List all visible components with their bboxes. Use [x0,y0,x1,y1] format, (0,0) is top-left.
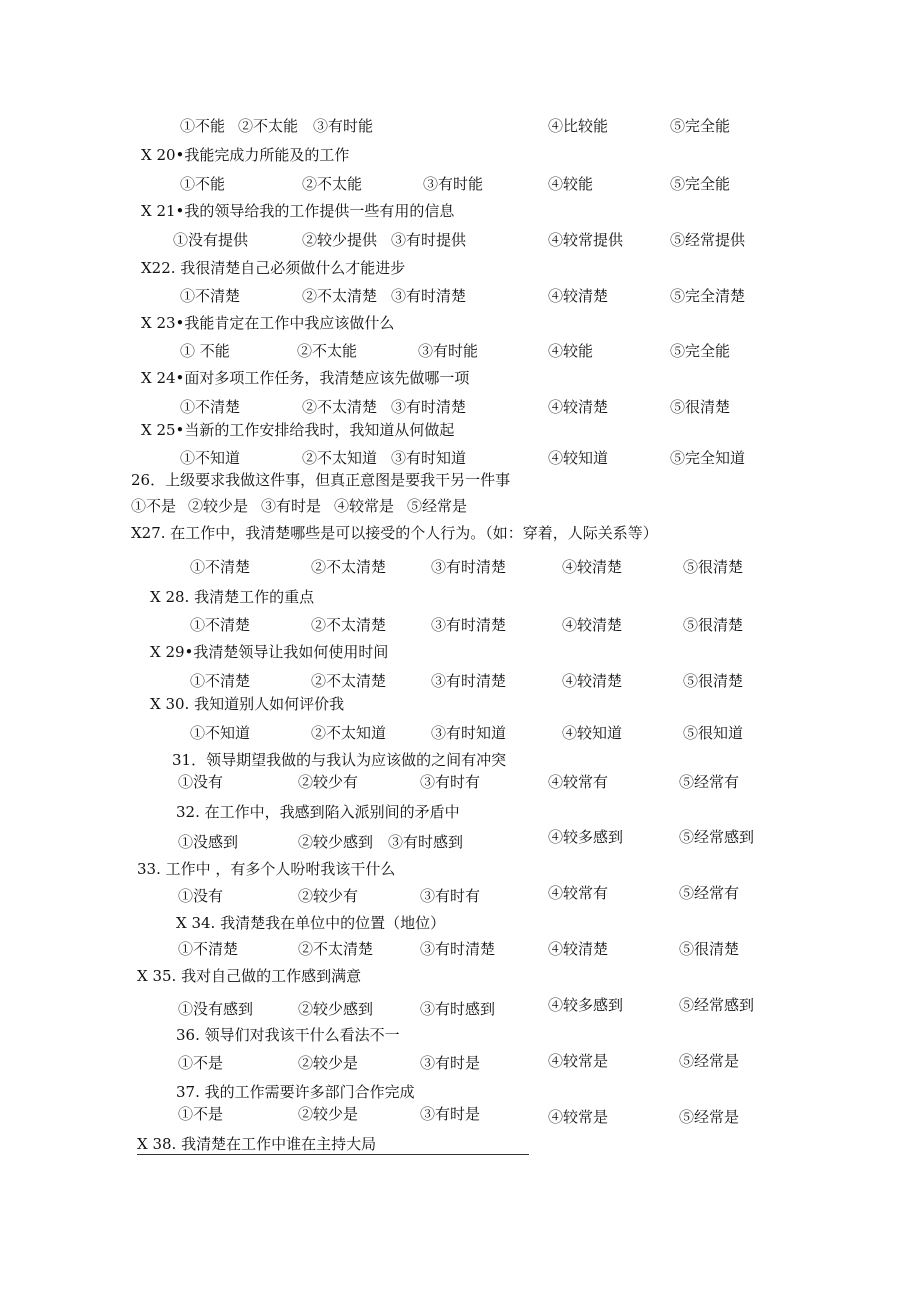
option[interactable]: ②较少有 [298,773,359,791]
option[interactable]: ⑤完全能 [670,117,731,135]
underline-divider [137,1154,529,1155]
option[interactable]: ⑤经常有 [679,884,740,902]
option[interactable]: ①不清楚 [180,398,241,416]
question-label: X 38. 我清楚在工作中谁在主持大局 [137,1135,377,1153]
option[interactable]: ③有时能 [313,117,374,135]
option[interactable]: ④较清楚 [562,672,623,690]
option[interactable]: ②不太能 [238,117,299,135]
option[interactable]: ①没有 [178,887,224,905]
question-label: 31．领导期望我做的与我认为应该做的之间有冲突 [172,751,507,769]
option[interactable]: ③有时能 [418,342,479,360]
question-label: X 29•我清楚领导让我如何使用时间 [150,643,389,661]
option[interactable]: ⑤很清楚 [683,558,744,576]
option[interactable]: ③有时清楚 [391,287,467,305]
option[interactable]: ④较多感到 [548,996,624,1014]
option[interactable]: ④较清楚 [548,398,609,416]
option[interactable]: ①不能 [180,117,226,135]
option[interactable]: ③有时能 [423,175,484,193]
option[interactable]: ①不是 [178,1105,224,1123]
option[interactable]: ⑤很清楚 [670,398,731,416]
option[interactable]: ③有时提供 [391,231,467,249]
option[interactable]: ⑤完全能 [670,175,731,193]
option[interactable]: ③有时是 [420,1105,481,1123]
option[interactable]: ③有时清楚 [431,672,507,690]
option[interactable]: ①没有感到 [178,1000,254,1018]
question-label: X22. 我很清楚自己必须做什么才能进步 [141,259,406,277]
option[interactable]: ① 不能 [180,342,230,360]
option[interactable]: ②较少是 [188,497,249,515]
option[interactable]: ⑤经常是 [679,1052,740,1070]
option[interactable]: ③有时知道 [391,449,467,467]
option[interactable]: ④较常是 [548,1108,609,1126]
option[interactable]: ⑤很知道 [683,724,744,742]
option[interactable]: ④较知道 [562,724,623,742]
option[interactable]: ④较常提供 [548,231,624,249]
option[interactable]: ④较常有 [548,884,609,902]
option[interactable]: ②不太清楚 [298,940,374,958]
option[interactable]: ④较清楚 [548,940,609,958]
option[interactable]: ①没感到 [178,833,239,851]
option[interactable]: ⑤经常感到 [679,828,755,846]
option[interactable]: ②不太知道 [311,724,387,742]
option[interactable]: ①不清楚 [190,558,251,576]
question-label: 37. 我的工作需要许多部门合作完成 [176,1083,415,1101]
question-label: 33. 工作中 ，有多个人吩咐我该干什么 [137,860,396,878]
question-label: 26．上级要求我做这件事，但真正意图是要我干另一件事 [131,471,511,489]
question-label: X 24•面对多项工作任务，我清楚应该先做哪一项 [141,369,470,387]
option[interactable]: ④较常有 [548,773,609,791]
option[interactable]: ③有时清楚 [391,398,467,416]
option[interactable]: ③有时有 [420,773,481,791]
option[interactable]: ②不太清楚 [311,672,387,690]
option[interactable]: ①不知道 [190,724,251,742]
option[interactable]: ④较多感到 [548,828,624,846]
option[interactable]: ②较少有 [298,887,359,905]
option[interactable]: ③有时清楚 [431,558,507,576]
option[interactable]: ①不清楚 [190,616,251,634]
option[interactable]: ⑤经常提供 [670,231,746,249]
question-label: X 35. 我对自己做的工作感到满意 [137,967,362,985]
option[interactable]: ①不知道 [180,449,241,467]
option[interactable]: ④较能 [548,342,594,360]
option[interactable]: ⑤很清楚 [683,616,744,634]
option[interactable]: ④较常是 [334,497,395,515]
question-label: X 28. 我清楚工作的重点 [150,588,315,606]
option[interactable]: ⑤经常有 [679,773,740,791]
option[interactable]: ⑤经常是 [407,497,468,515]
option[interactable]: ⑤经常是 [679,1108,740,1126]
question-label: X27. 在工作中，我清楚哪些是可以接受的个人行为。（如：穿着，人际关系等） [131,524,658,542]
option[interactable]: ④较清楚 [562,616,623,634]
option[interactable]: ④比较能 [548,117,609,135]
option[interactable]: ⑤完全清楚 [670,287,746,305]
option[interactable]: ②较少是 [298,1105,359,1123]
option[interactable]: ③有时有 [420,887,481,905]
option[interactable]: ⑤完全知道 [670,449,746,467]
option[interactable]: ②不太清楚 [302,287,378,305]
question-label: X 34. 我清楚我在单位中的位置（地位） [176,914,446,932]
option[interactable]: ①不清楚 [190,672,251,690]
option[interactable]: ⑤很清楚 [679,940,740,958]
option[interactable]: ①没有 [178,773,224,791]
option[interactable]: ②不太清楚 [311,616,387,634]
option[interactable]: ②不太能 [302,175,363,193]
option[interactable]: ⑤经常感到 [679,996,755,1014]
question-label: X 23•我能肯定在工作中我应该做什么 [141,314,395,332]
option[interactable]: ①没有提供 [173,231,249,249]
option[interactable]: ④较清楚 [562,558,623,576]
option[interactable]: ③有时感到 [388,833,464,851]
option[interactable]: ④较清楚 [548,287,609,305]
option[interactable]: ①不清楚 [180,287,241,305]
option[interactable]: ②不太能 [297,342,358,360]
question-label: X 20•我能完成力所能及的工作 [141,146,350,164]
option[interactable]: ②较少感到 [298,1000,374,1018]
option[interactable]: ③有时清楚 [420,940,496,958]
option[interactable]: ②不太清楚 [311,558,387,576]
option[interactable]: ①不能 [180,175,226,193]
option[interactable]: ③有时知道 [431,724,507,742]
option[interactable]: ③有时清楚 [431,616,507,634]
option[interactable]: ⑤完全能 [670,342,731,360]
option[interactable]: ③有时是 [420,1054,481,1072]
option[interactable]: ④较能 [548,175,594,193]
option[interactable]: ④较常是 [548,1052,609,1070]
option[interactable]: ②不太知道 [302,449,378,467]
option[interactable]: ②较少感到 [298,833,374,851]
option[interactable]: ①不是 [131,497,177,515]
option[interactable]: ④较知道 [548,449,609,467]
question-label: 32. 在工作中，我感到陷入派别间的矛盾中 [176,803,460,821]
question-label: 36. 领导们对我该干什么看法不一 [176,1026,400,1044]
option[interactable]: ①不是 [178,1054,224,1072]
option[interactable]: ①不清楚 [178,940,239,958]
question-label: X 25•当新的工作安排给我时，我知道从何做起 [141,421,455,439]
option[interactable]: ②不太清楚 [302,398,378,416]
option[interactable]: ③有时感到 [420,1000,496,1018]
option[interactable]: ②较少提供 [302,231,378,249]
question-label: X 21•我的领导给我的工作提供一些有用的信息 [141,202,455,220]
option[interactable]: ③有时是 [261,497,322,515]
question-label: X 30. 我知道别人如何评价我 [150,695,345,713]
option[interactable]: ⑤很清楚 [683,672,744,690]
option[interactable]: ②较少是 [298,1054,359,1072]
